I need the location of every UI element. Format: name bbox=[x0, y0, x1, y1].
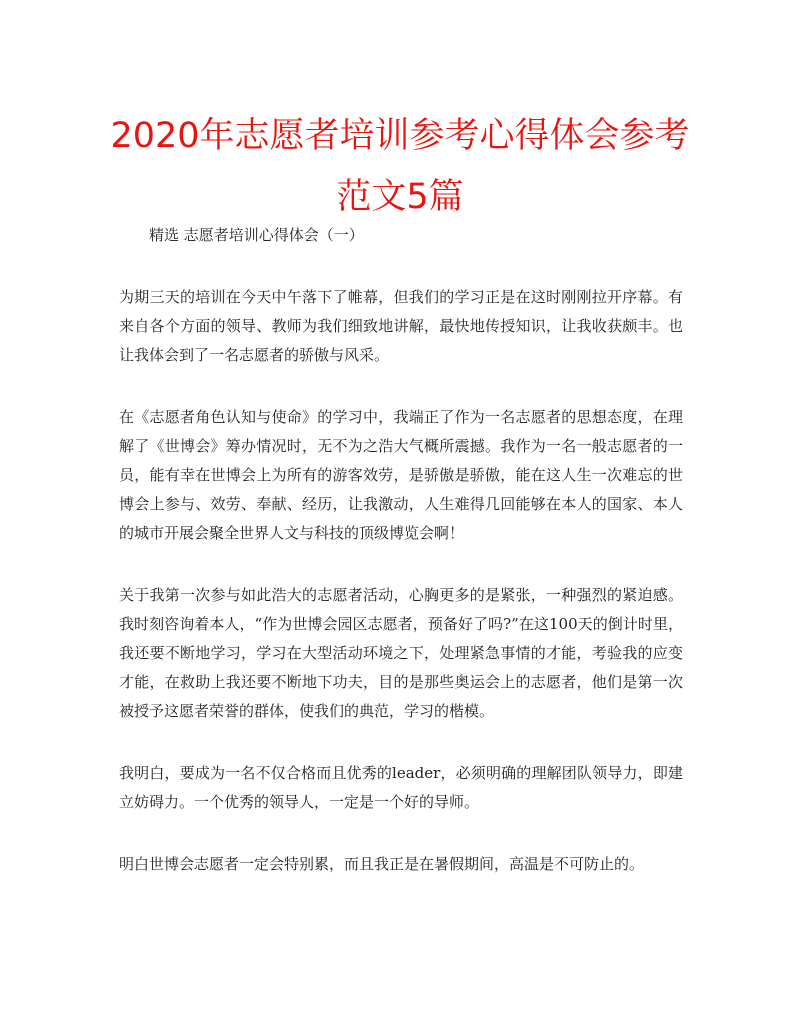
paragraph-1: 为期三天的培训在今天中午落下了帷幕，但我们的学习正是在这时刚刚拉开序幕。有来自各个方面的领导、教师为我们细致地讲解，最快地传授知识，让我收获颇丰。也让我体会到了一名志愿者的骄傲与风采。 bbox=[119, 288, 683, 364]
section-subheading: 精选 志愿者培训心得体会（一） bbox=[149, 226, 364, 244]
paragraph-5: 明白世博会志愿者一定会特别累，而且我正是在暑假期间，高温是不可防止的。 bbox=[119, 855, 645, 873]
paragraph-2: 在《志愿者角色认知与使命》的学习中，我端正了作为一名志愿者的思想态度，在理解了《世博会》筹办情况时，无不为之浩大气概所震撼。我作为一名一般志愿者的一员，能有幸在世博会上为所有的游客效劳，是骄傲是骄傲，能在这人生一次难忘的世博会上参与、效劳、奉献、经历，让我激动，人生难得几回能够在本人的国家、本人的城市开展会聚全世界人文与科技的顶级博览会啊！ bbox=[119, 408, 683, 542]
paragraph-3: 关于我第一次参与如此浩大的志愿者活动，心胸更多的是紧张，一种强烈的紧迫感。我时刻咨询着本人，“作为世博会园区志愿者，预备好了吗?”在这100天的倒计时里，我还要不断地学习，学习在大型活动环境之下，处理紧急事情的才能，考验我的应变才能，在救助上我还要不断地下功夫，目的是那些奥运会上的志愿者，他们是第一次被授予这愿者荣誉的群体，使我们的典范，学习的楷模。 bbox=[119, 586, 683, 720]
document-body bbox=[119, 283, 683, 912]
paragraph-4: 我明白，要成为一名不仅合格而且优秀的leader，必须明确的理解团队领导力，即建立妨碍力。一个优秀的领导人，一定是一个好的导师。 bbox=[119, 764, 683, 811]
document-title: 2020年志愿者培训参考心得体会参考范文5篇 bbox=[110, 116, 690, 217]
